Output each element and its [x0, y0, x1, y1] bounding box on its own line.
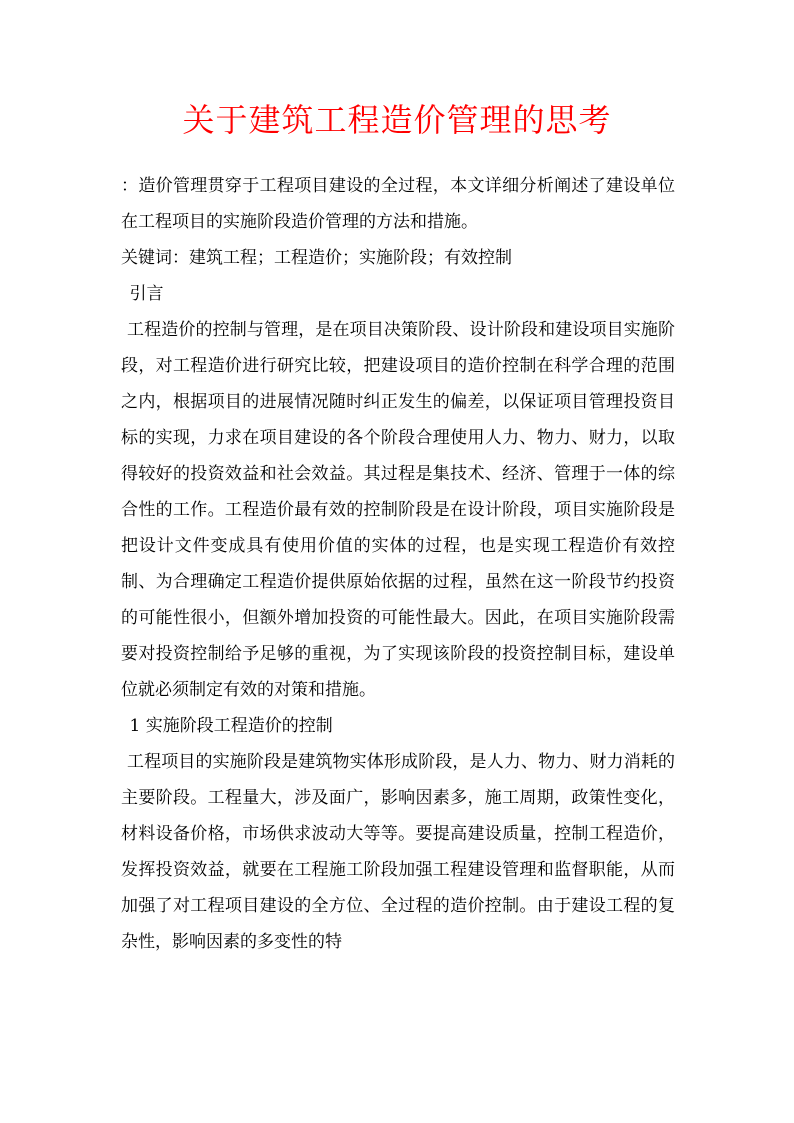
section-1-heading: 1 实施阶段工程造价的控制: [129, 716, 333, 736]
keywords-line: 关键词：建筑工程；工程造价；实施阶段；有效控制: [121, 248, 512, 268]
intro-heading: 引言: [129, 284, 164, 304]
section-1-paragraph: 工程项目的实施阶段是建筑物实体形成阶段，是人力、物力、财力消耗的主要阶段。工程量大，涉及面广，影响因素多，施工周期，政策性变化，材料设备价格，市场供求波动大等等。要提高建设质量，控制工程造价，发挥投资效益，就要在工程施工阶段加强工程建设管理和监督职能，从而加强了对工程项目建设的全方位、全过程的造价控制。由于建设工程的复杂性，影响因素的多变性的特: [121, 752, 675, 952]
document-title: 关于建筑工程造价管理的思考: [182, 101, 612, 139]
abstract-paragraph: ：造价管理贯穿于工程项目建设的全过程，本文详细分析阐述了建设单位在工程项目的实施阶段造价管理的方法和措施。: [121, 176, 675, 232]
document-body: [121, 168, 675, 960]
intro-paragraph: 工程造价的控制与管理，是在项目决策阶段、设计阶段和建设项目实施阶段，对工程造价进行研究比较，把建设项目的造价控制在科学合理的范围之内，根据项目的进展情况随时纠正发生的偏差，以保证项目管理投资目标的实现，力求在项目建设的各个阶段合理使用人力、物力、财力，以取得较好的投资效益和社会效益。其过程是集技术、经济、管理于一体的综合性的工作。工程造价最有效的控制阶段是在设计阶段，项目实施阶段是把设计文件变成具有使用价值的实体的过程，也是实现工程造价有效控制、为合理确定工程造价提供原始依据的过程，虽然在这一阶段节约投资的可能性很小，但额外增加投资的可能性最大。因此，在项目实施阶段需要对投资控制给予足够的重视，为了实现该阶段的投资控制目标，建设单位就必须制定有效的对策和措施。: [121, 320, 675, 700]
